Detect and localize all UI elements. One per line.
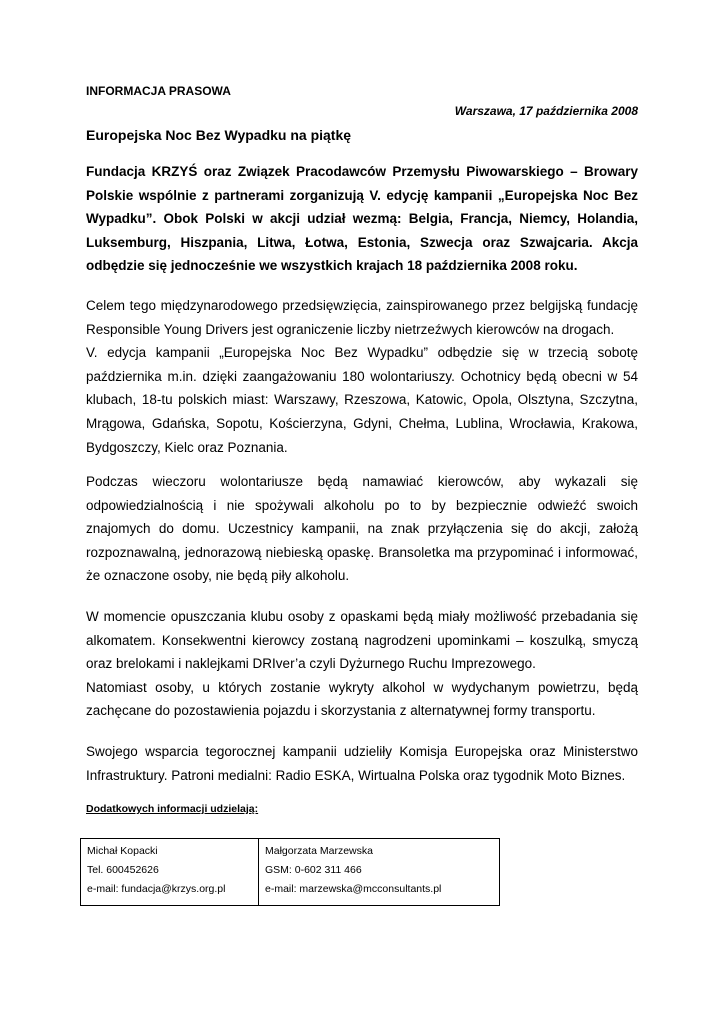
lead-paragraph: Fundacja KRZYŚ oraz Związek Pracodawców Przemysłu Piwowarskiego – Browary Polskie wspólnie z partnerami zorganizują V. edycję kampanii „Europejska Noc Bez Wypadku”. Obok Polski w akcji udział wezmą: Belgia, Francja, Niemcy, Holandia, Luksemburg, Hiszpania, Litwa, Łotwa, Estonia, Szwecja oraz Szwajcaria. Akcja odbędzie się jednocześnie we wszystkich krajach 18 października 2008 roku. — [86, 164, 638, 274]
press-release-page — [86, 0, 638, 1024]
contact-card — [81, 839, 259, 905]
contact-name: Małgorzata Marzewska — [265, 845, 373, 857]
contact-email: e-mail: marzewska@mcconsultants.pl — [265, 883, 442, 895]
contact-phone: Tel. 600452626 — [87, 864, 159, 876]
paragraph-block-breathalyzer — [86, 605, 638, 723]
contacts-table — [80, 838, 500, 906]
contact-phone: GSM: 0-602 311 466 — [265, 864, 362, 876]
contact-email: e-mail: fundacja@krzys.org.pl — [87, 883, 226, 895]
paragraph: Celem tego międzynarodowego przedsięwzięcia, zainspirowanego przez belgijską fundację Responsible Young Drivers jest ograniczenie liczby nietrzeźwych kierowców na drogach. — [86, 298, 638, 337]
paragraph: W momencie opuszczania klubu osoby z opaskami będą miały możliwość przebadania się alkomatem. Konsekwentni kierowcy zostaną nagrodzeni upominkami – koszulką, smyczą oraz brelokami i naklejkami DRIver’a czyli Dyżurnego Ruchu Imprezowego. — [86, 609, 638, 672]
contact-name: Michał Kopacki — [87, 845, 158, 857]
paragraph: V. edycja kampanii „Europejska Noc Bez Wypadku” odbędzie się w trzecią sobotę października m.in. dzięki zaangażowaniu 180 wolontariuszy. Ochotnicy będą obecni w 54 klubach, 18-tu polskich miast: Warszawy, Rzeszowa, Katowic, Opola, Olsztyna, Szczytna, Mrągowa, Gdańska, Sopotu, Kościerzyna, Gdyni, Chełma, Lublina, Wrocławia, Krakowa, Bydgoszczy, Kielc oraz Poznania. — [86, 345, 638, 455]
paragraph: Swojego wsparcia tegorocznej kampanii udzieliły Komisja Europejska oraz Ministerstwo Infrastruktury. Patroni medialni: Radio ESKA, Wirtualna Polska oraz tygodnik Moto Biznes. — [86, 744, 638, 783]
headline: Europejska Noc Bez Wypadku na piątkę — [86, 127, 352, 143]
contact-card — [259, 839, 499, 905]
paragraph-block-goal — [86, 294, 638, 459]
contacts-heading: Dodatkowych informacji udzielają: — [86, 803, 259, 815]
paragraph: Natomiast osoby, u których zostanie wykryty alkohol w wydychanym powietrzu, będą zachęcane do pozostawienia pojazdu i skorzystania z alternatywnej formy transportu. — [86, 679, 638, 719]
document-date: Warszawa, 17 października 2008 — [454, 104, 638, 118]
paragraph: Podczas wieczoru wolontariusze będą namawiać kierowców, aby wykazali się odpowiedzialnością i nie spożywali alkoholu po to by bezpiecznie odwieźć swoich znajomych do domu. Uczestnicy kampanii, na znak przyłączenia się do akcji, założą rozpoznawalną, jednorazową niebieską opaskę. Bransoletka ma przypominać i informować, że oznaczone osoby, nie będą piły alkoholu. — [86, 474, 638, 584]
document-label: INFORMACJA PRASOWA — [86, 84, 231, 98]
